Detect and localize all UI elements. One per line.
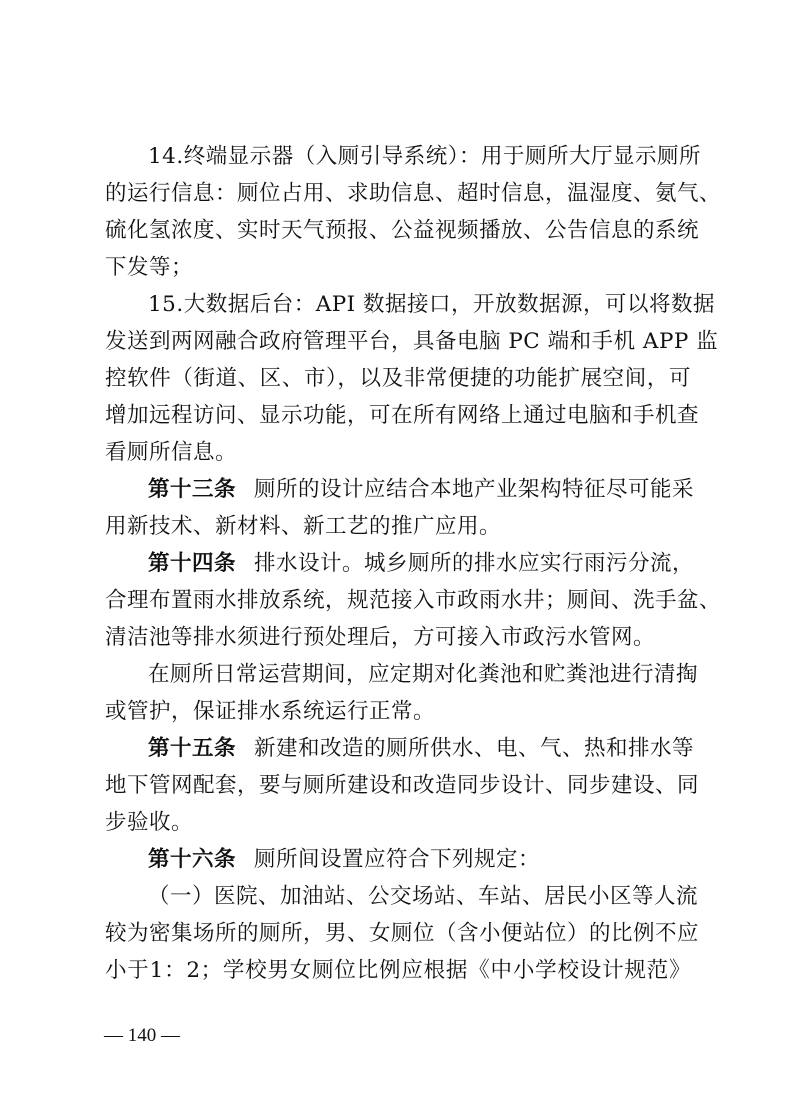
- article-13-line-1: [148, 474, 695, 506]
- article-15-line-2: 地下管网配套，要与厕所建设和改造同步设计、同步建设、同: [105, 773, 700, 798]
- article-14-line-3: 清洁池等排水须进行预处理后，方可接入市政污水管网。: [105, 625, 656, 650]
- article-14-text: 排水设计。城乡厕所的排水应实行雨污分流，: [254, 551, 695, 576]
- article-15-line-3: 步验收。: [105, 810, 194, 835]
- page-number: — 140 —: [104, 1025, 180, 1046]
- article-13-title: 第十三条: [148, 477, 237, 502]
- item-15-line-2: 发送到两网融合政府管理平台，具备电脑 PC 端和手机 APP 监: [105, 329, 719, 354]
- item-15-line-3: 控软件（街道、区、市），以及非常便捷的功能扩展空间，可: [105, 366, 691, 391]
- item-14-line-2: 的运行信息：厕位占用、求助信息、超时信息，温湿度、氨气、: [105, 181, 722, 206]
- article-15-title: 第十五条: [148, 736, 237, 761]
- item-14-line-4: 下发等；: [105, 255, 194, 280]
- item-1-line-1: （一）医院、加油站、公交场站、车站、居民小区等人流: [148, 884, 699, 909]
- item-1-line-2: 较为密集场所的厕所，男、女厕位（含小便站位）的比例不应: [105, 921, 700, 946]
- article-14-line-1: [148, 548, 695, 580]
- item-15-line-5: 看厕所信息。: [105, 440, 238, 465]
- maintenance-line-2: 或管护，保证排水系统运行正常。: [105, 699, 436, 724]
- article-14-line-2: 合理布置雨水排放系统，规范接入市政雨水井；厕间、洗手盆、: [105, 588, 722, 613]
- maintenance-line-1: 在厕所日常运营期间，应定期对化粪池和贮粪池进行清掏: [148, 662, 699, 687]
- item-15-line-1: 15.大数据后台：API 数据接口，开放数据源，可以将数据: [148, 292, 716, 317]
- article-15-line-1: [148, 733, 695, 765]
- item-15-line-4: 增加远程访问、显示功能，可在所有网络上通过电脑和手机查: [105, 403, 700, 428]
- article-14-title: 第十四条: [148, 551, 237, 576]
- item-14-line-3: 硫化氢浓度、实时天气预报、公益视频播放、公告信息的系统: [105, 218, 700, 243]
- article-15-text: 新建和改造的厕所供水、电、气、热和排水等: [254, 736, 695, 761]
- article-16-title: 第十六条: [148, 847, 237, 872]
- article-13-line-2: 用新技术、新材料、新工艺的推广应用。: [105, 514, 502, 539]
- article-16-line-1: [148, 844, 691, 876]
- item-14-line-1: 14.终端显示器（入厕引导系统）：用于厕所大厅显示厕所: [148, 144, 701, 169]
- item-1-line-3: 小于1：2；学校男女厕位比例应根据《中小学校设计规范》: [105, 958, 691, 983]
- article-16-text: 厕所间设置应符合下列规定：: [254, 847, 541, 872]
- article-13-text: 厕所的设计应结合本地产业架构特征尽可能采: [254, 477, 695, 502]
